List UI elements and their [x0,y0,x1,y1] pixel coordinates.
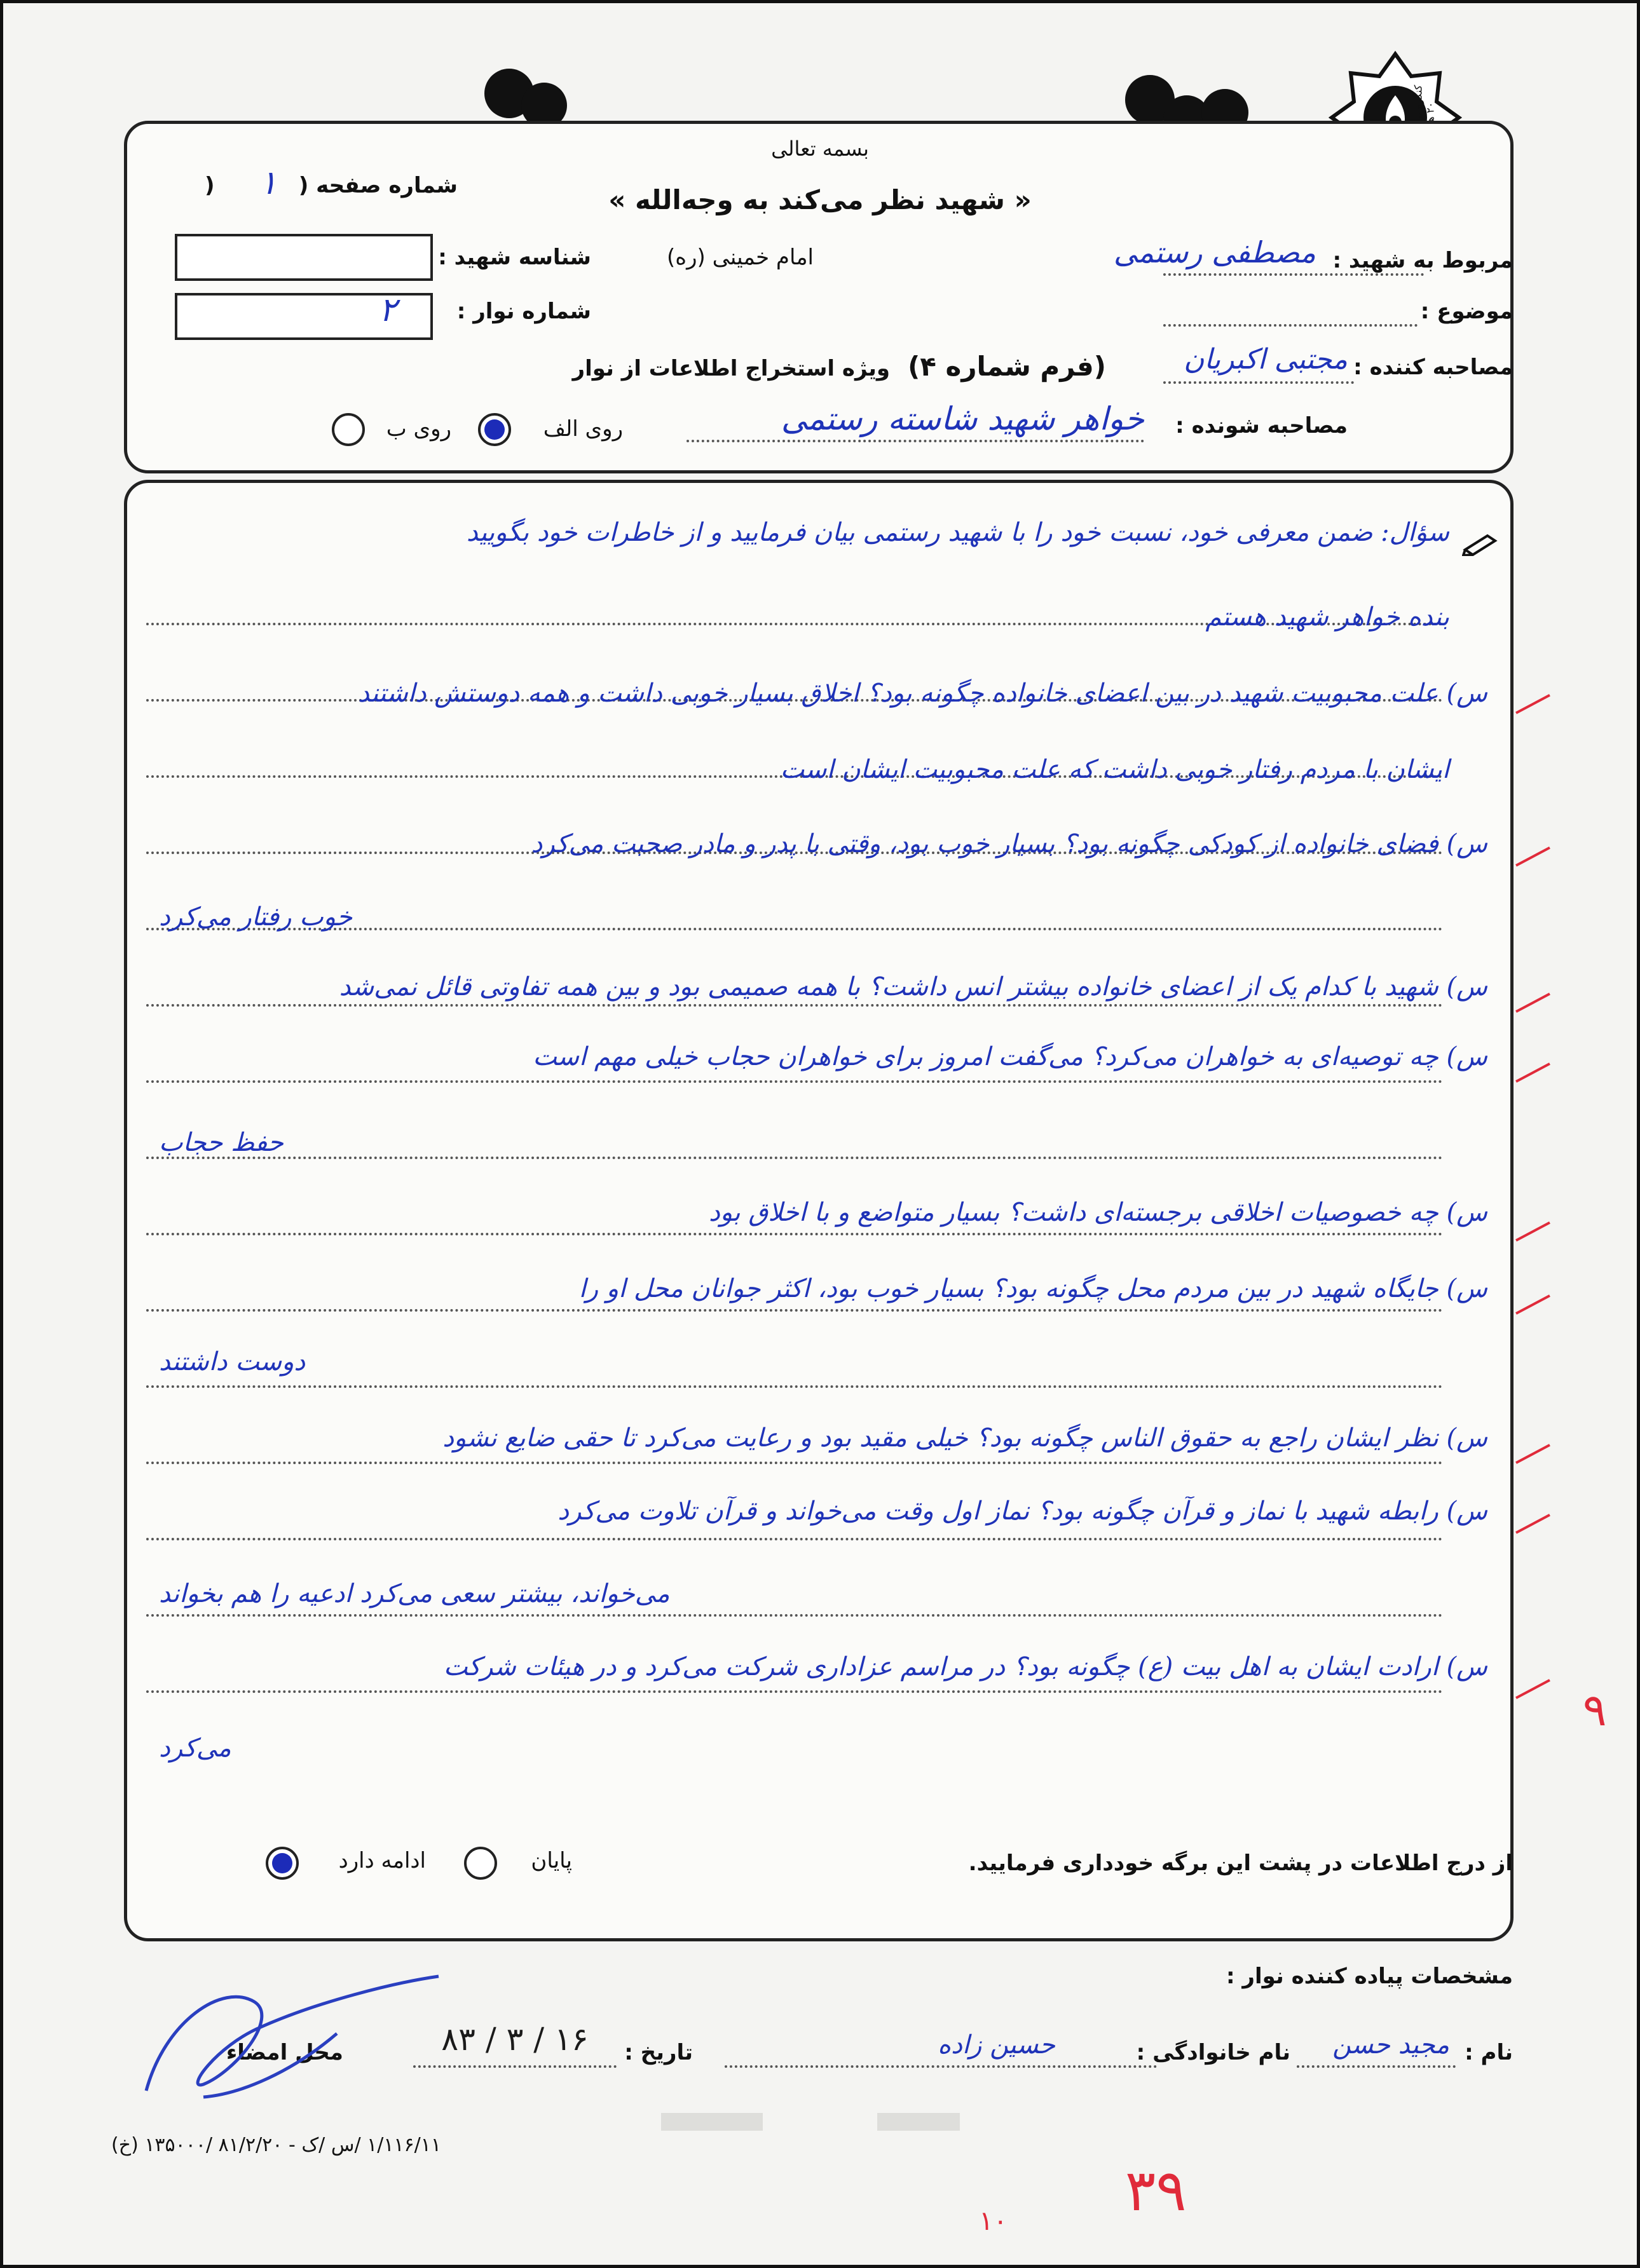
ruled-line [146,1614,1443,1617]
body-line: س) نظر ایشان راجع به حقوق الناس چگونه بود؟ خیلی مقید بود و رعایت می‌کرد تا حقی ضایع نشود [442,1423,1487,1453]
ruled-line [146,1309,1443,1312]
body-line: خوب رفتار می‌کرد [159,902,353,932]
form-title: (فرم شماره ۴) [908,351,1106,382]
ruled-line [146,1233,1443,1235]
first-name-label: نام : [1465,2040,1513,2065]
ruled-line [146,1462,1443,1464]
last-name-value: حسین زاده [938,2030,1055,2060]
last-name-line [725,2065,1157,2068]
body-line: س) چه خصوصیات اخلاقی برجسته‌ای داشت؟ بسیار متواضع و با اخلاق بود [709,1198,1487,1227]
related-martyr-value: مصطفی رستمی [1113,235,1316,269]
interviewee-label: مصاحبه شونده : [1175,413,1348,438]
page-number-label: شماره صفحه ( [298,173,458,198]
subject-line [1163,324,1418,327]
tape-number-label: شماره نوار : [456,299,591,324]
interviewee-line [687,440,1144,442]
date-value: ۸۳ / ۳ / ۱۶ [441,2021,589,2058]
subject-label: موضوع : [1420,299,1513,324]
side-b-label: روی ب [386,416,451,442]
last-name-label: نام خانوادگی : [1136,2040,1290,2065]
attribution: امام خمینی (ره) [667,245,814,270]
form-subtitle: ویژه استخراج اطلاعات از نوار [572,356,890,381]
interviewer-line [1163,381,1354,384]
side-b-radio[interactable] [332,413,365,446]
interviewee-value: خواهر شهید شاسته رستمی [781,400,1144,437]
continues-radio[interactable] [266,1847,299,1880]
martyr-id-field [175,234,433,281]
side-note: ۱۰ [979,2205,1008,2236]
ruled-line [146,1385,1443,1388]
ruled-line [146,1538,1443,1540]
body-line: بنده خواهر شهید هستم [1205,602,1449,632]
side-a-radio[interactable] [478,413,511,446]
ruled-line [146,1080,1443,1083]
form-code: ۱/۱۱۶/۱۱ /س /ک - ۸۱/۲/۲۰ /۱۳۵۰۰۰ (خ) [111,2134,441,2156]
body-line: س) چه توصیه‌ای به خواهران می‌کرد؟ می‌گفت امروز برای خواهران حجاب خیلی مهم است [533,1042,1487,1071]
body-line: ایشان با مردم رفتار خوبی داشت که علت محبوبیت ایشان است [780,755,1449,784]
body-line: می‌کرد [159,1734,231,1763]
related-martyr-line [1163,273,1424,276]
slogan: « شهید نظر می‌کند به وجه‌الله » [608,184,1032,215]
body-line: س) ارادت ایشان به اهل بیت (ع) چگونه بود؟ در مراسم عزاداری شرکت می‌کرد و در هیئات شرکت [443,1652,1487,1681]
page-note: ۳۹ [1125,2157,1187,2224]
body-line: س) رابطه شهید با نماز و قرآن چگونه بود؟ نماز اول وقت می‌خواند و قرآن تلاوت می‌کرد [557,1497,1487,1526]
first-name-line [1297,2065,1456,2068]
body-line: حفظ حجاب [159,1128,284,1157]
body-line: دوست داشتند [159,1347,306,1376]
footer-instruction: از درج اطلاعات در پشت این برگه خودداری فرمایید. [968,1850,1513,1876]
martyr-id-label: شناسه شهید : [438,245,591,270]
transcriber-title: مشخصات پیاده کننده نوار : [1226,1964,1513,1989]
interviewer-label: مصاحبه کننده : [1353,355,1513,380]
margin-note: ۹ [1583,1684,1607,1736]
body-line: س) فضای خانواده از کودکی چگونه بود؟ بسیار خوب بود، وقتی با پدر و مادر صحبت می‌کرد [531,829,1487,859]
date-label: تاریخ : [624,2040,693,2065]
tape-number-value: ۲ [379,291,397,329]
pencil-icon [1462,531,1500,556]
signature-mark [127,1957,458,2116]
related-martyr-label: مربوط به شهید : [1332,248,1513,273]
body-line: س) شهید با کدام یک از اعضای خانواده بیشتر انس داشت؟ با همه صمیمی بود و بین همه تفاوتی قائل نمی‌شد [339,972,1487,1002]
ruled-line [146,1690,1443,1693]
body-line: س) علت محبوبیت شهید در بین اعضای خانواده چگونه بود؟ اخلاق بسیار خوبی داشت و همه دوستش داشتند [358,679,1487,708]
page-number-close: ) [205,173,215,198]
end-label: پایان [531,1848,572,1873]
body-line: می‌خواند، بیشتر سعی می‌کرد ادعیه را هم بخواند [159,1579,670,1608]
continues-label: ادامه دارد [338,1848,426,1873]
basmala: بسمه تعالی [771,137,869,161]
end-radio[interactable] [464,1847,497,1880]
body-line: س) جایگاه شهید در بین مردم محل چگونه بود؟ بسیار خوب بود، اکثر جوانان محل او را [578,1274,1487,1303]
side-a-label: روی الف [543,416,623,442]
page-number-value: ۱ [259,164,277,202]
faded-stamp [661,2113,763,2131]
first-name-value: مجید حسن [1332,2030,1449,2060]
signature-label: محل امضاء [226,2040,343,2065]
body-line: سؤال: ضمن معرفی خود، نسبت خود را با شهید رستمی بیان فرمایید و از خاطرات خود بگویید [466,518,1449,547]
faded-stamp [877,2113,960,2131]
ruled-line [146,1004,1443,1007]
logo-caption: کنگره ۲۰ [1412,85,1437,114]
interviewer-value: مجتبی اکبریان [1184,343,1348,376]
